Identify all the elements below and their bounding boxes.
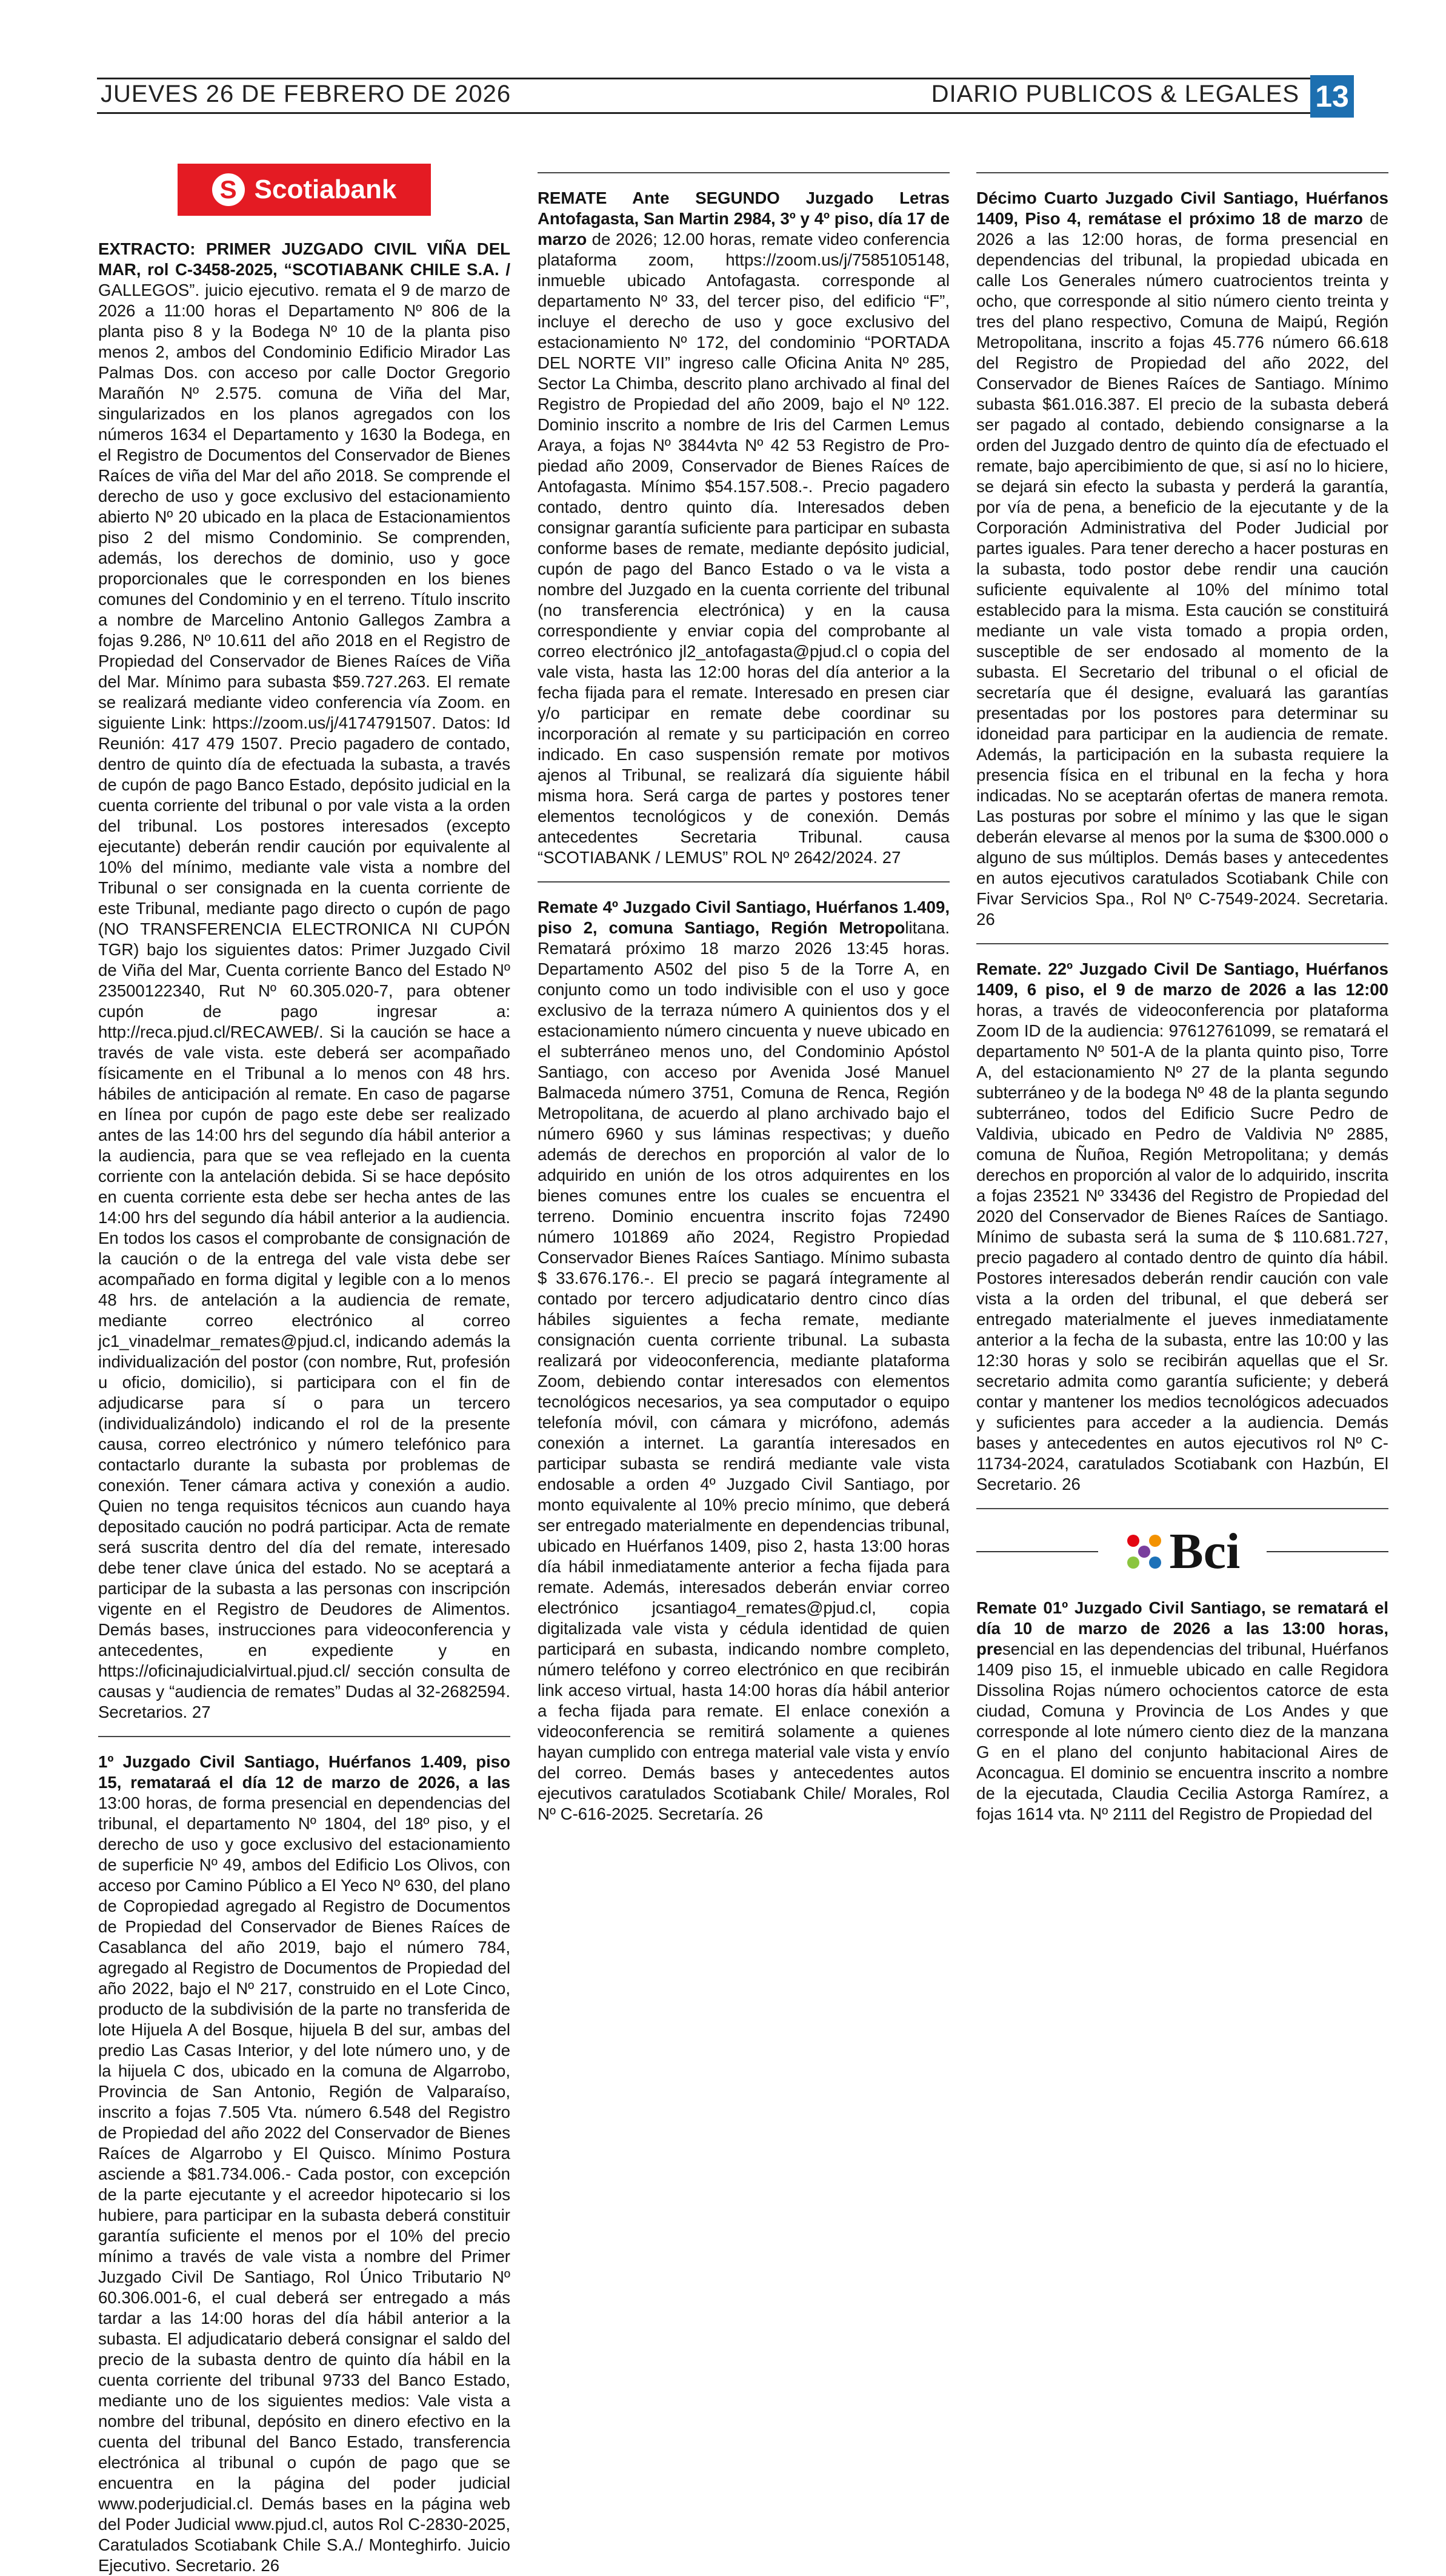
notice-divider	[98, 1736, 510, 1737]
notice-body: litana. Rematará próximo 18 marzo 2026 13:45 horas. Departamento A502 del piso 5 de la Torre A, en conjunto como un todo indivisible con el uso y goce exclusivo de la terraza número A quinientos dos y el estacionamiento número cincuenta y nueve ubicado en el subterráneo menos uno, del Condominio Apóstol Santiago, con acceso por Avenida José Manuel Balmaceda número 3751, Comuna de Renca, Región Metropolitana, de acuerdo al plano archivado bajo el número 6960 y sus láminas respectivas; y dueño además de derechos en proporción al valor de lo adquirido en unión de los otros adquirentes en los bienes comunes entre los cuales se encuentra el terreno. Dominio encuentra inscrito fojas 72490 número 101869 año 2024, Registro Propiedad Conservador Bienes Raíces Santiago. Mínimo subasta $ 33.676.176.-. El precio se pagará íntegramente al contado por tercero adjudicatario dentro cinco días hábiles siguientes a fecha remate, mediante consignación cuenta corriente tribunal. La subasta realizará por videoconferencia, mediante plataforma Zoom, debiendo contar interesados con elementos tecnológicos necesarios, ya sea computador o equipo telefonía móvil, con cámara y micrófono, además conexión a internet. La garantía interesados en participar subasta se rendirá mediante vale vista endosable a orden 4º Juzgado Civil Santiago, por monto equivalente al 10% precio mínimo, que deberá ser entregado materialmente en dependencias tribunal, ubicado en Huérfanos 1409, piso 2, hasta 13:00 horas día hábil inmediatamente anterior a fecha fijada para remate. Además, interesados deberán enviar correo electrónico jcsantiago4_remates@pjud.cl, copia digitalizada vale vista y cédula identidad de quien participará en subasta, indicando nombre completo, número teléfono y correo electrónico en que recibirán link acceso virtual, hasta 14:00 horas día hábil anterior a fecha fijada para remate. El enlace conexión a videoconferencia se remitirá solamente a quienes hayan cumplido con entrega material vale vista y envío del correo. Demás bases y antecedentes autos ejecutivos caratulados Scotiabank Chile/ Morales, Rol Nº C-616-2025. Secretaría. 26	[538, 918, 950, 1823]
logo-rule-right	[1267, 1551, 1388, 1552]
notice-heading: EXTRACTO: PRIMER JUZGADO CIVIL VIÑA DEL MAR, rol C-3458-2025, “SCOTIABANK CHILE S.A. /	[98, 239, 510, 279]
scotiabank-s-icon: S	[212, 173, 245, 206]
logo-rule-left	[976, 1551, 1098, 1552]
notice-divider	[538, 881, 950, 883]
scotiabank-logo	[178, 164, 431, 216]
notice-antofagasta	[538, 188, 950, 868]
column-3	[976, 159, 1388, 2111]
notice-heading: 1º Juzgado Civil Santiago, Huérfanos 1.409, piso 15, remataraá el día 12 de marzo de 2026, a las	[98, 1752, 510, 1792]
notice-4-juzgado-santiago	[538, 897, 950, 1824]
notice-body: de 2026 a las 12:00 horas, de forma presencial en dependencias del tribunal, la propiedad ubicada en calle Los Generales número cuatrocientos treinta y ocho, que corresponde al sitio número ciento treinta y tres del plano respectivo, Comuna de Maipú, Región Metropolitana, inscrito a fojas 45.776 número 66.618 del Registro de Propiedad del año 2022, del Conservador de Bienes Raíces de Santiago. Mínimo subasta $61.016.387. El precio de la subasta deberá ser pagado al contado, debiendo consignarse a la orden del Juzgado dentro de quinto día de efectuado el remate, bajo apercibimiento de que, si así no lo hiciere, se dejará sin efecto la subasta y perderá la garantía, por vía de pena, a beneficio de la ejecutante y de la Corporación Administrativa del Poder Judicial por partes iguales. Para tener derecho a hacer posturas en la subasta, todo postor debe rendir una caución suficiente equivalente al 10% del mínimo total establecido para la misma. Esta caución se constituirá mediante un vale vista tomado a propia orden, susceptible de ser endosado al momento de la subasta. El Secretario del tribunal o el oficial de secretaría que él designe, evaluará las garantías presentadas por los postores para determinar su idoneidad para participar en la audiencia de remate. Además, la participación en la subasta requiere la presencia física en el tribunal en la fecha y hora indicadas. No se aceptarán ofertas de manera remota. Las posturas por sobre el mínimo y las que le sigan deberán elevarse al menos por la suma de $300.000 o alguno de sus múltiplos. Demás bases y antecedentes en autos ejecutivos caratulados Scotiabank Chile con Fivar Servicios Spa., Rol Nº C-7549-2024. Secretaria. 26	[976, 209, 1388, 929]
bci-mark	[1098, 1523, 1267, 1580]
bci-logo-text: Bci	[1169, 1523, 1241, 1580]
header-publication: DIARIO PUBLICOS & LEGALES	[931, 81, 1299, 107]
notice-22-juzgado-santiago	[976, 959, 1388, 1495]
bci-logo	[976, 1523, 1388, 1580]
notice-vina-del-mar	[98, 239, 510, 1723]
notice-heading: Remate 4º Juzgado Civil Santiago, Huérfanos 1.409, piso 2, comuna Santiago, Región Metropo	[538, 898, 950, 937]
notice-heading: REMATE Ante SEGUNDO Juzgado Letras Antofagasta, San Martin 2984, 3º y 4º piso, día 17 de marzo	[538, 189, 950, 249]
notice-body: GALLEGOS”. juicio ejecutivo. remata el 9 de marzo de 2026 a 11:00 horas el Departamento Nº 806 de la planta piso 8 y la Bodega Nº 10 de la planta piso menos 2, ambos del Condominio Edificio Mirador Las Palmas Dos. con acceso por calle Doctor Gregorio Marañón Nº 2.575. comuna de Viña del Mar, singularizados en los planos agregados con los números 1634 el Departamento y 1630 la Bodega, en el Registro de Documentos del Conservador de Bienes Raíces de viña del Mar del año 2018. Se comprende el derecho de uso y goce exclusivo del estacionamiento abierto Nº 20 ubicado en la placa de Estacionamientos piso 2 del mismo Condominio. Se comprenden, además, los derechos de dominio, uso y goce proporcionales que le corresponden en los bienes comunes del Condominio y en el terreno. Título inscrito a nombre de Marcelino Antonio Gallegos Zambra a fojas 9.286, Nº 10.611 del año 2018 en el Registro de Propiedad del Conservador de Bienes Raíces de Viña del Mar. Mínimo para subasta $59.727.263. El remate se realizará mediante video conferencia vía Zoom. en siguiente Link: https://zoom.us/j/4174791507. Datos: Id Reunión: 417 479 1507. Precio pagadero de contado, dentro de quinto día de efectuada la subasta, a través de cupón de pago Banco Estado, depósito judicial en la cuenta corriente del tribunal o por vale vista a la orden del tribunal. Los postores interesados (excepto ejecutante) deberán rendir caución por equivalente al 10% del mínimo, mediante vale vista a nombre del Tribunal o ser consignada en la cuenta corriente de este Tribunal, mediante pago directo o cupón de pago (NO TRANSFERENCIA ELECTRONICA NI CUPÓN TGR) bajo los siguientes datos: Primer Juzgado Civil de Viña del Mar, Cuenta corriente Banco del Estado Nº 23500122340, Rut Nº 60.305.020-7, para obtener cupón de pago ingresar a: http://reca.pjud.cl/RECAWEB/. Si la caución se hace a través de vale vista. este deberá ser acompañado físicamente en el Tribunal a lo menos con 48 hrs. hábiles de anticipación al remate. En caso de pagarse en línea por cupón de pago este debe ser realizado antes de las 14:00 hrs del segundo día hábil anterior a la audiencia, para que se vea reflejado en la cuenta corriente con la antelación debida. Si se hace depósito en cuenta corriente esta debe ser hecha antes de las 14:00 hrs del segundo día hábil anterior a la audiencia. En todos los casos el comprobante de consignación de la caución o de la entrega del vale vista debe ser acompañado en forma digital y legible con a lo menos 48 hrs. de antelación a la audiencia de remate, mediante correo electrónico al correo jc1_vinadelmar_remates@pjud.cl, indicando además la individualización del postor (con nombre, Rut, profesión u oficio, domicilio), si participara con el fin de adjudicarse para sí o para un tercero (individualizándolo) indicando el rol de la presente causa, correo electrónico y número telefónico para contactarlo durante la subasta por problemas de conexión. Tener cámara activa y conexión a audio. Quien no tenga requisitos técnicos aun cuando haya depositado caución no podrá participar. Acta de remate será suscrita dentro del día del remate, interesado debe tener clave única del estado. No se aceptará a participar de la subasta a las personas con inscripción vigente en el Registro de Deudores de Alimentos. Demás bases, instrucciones para videoconferencia y antecedentes, en expediente y en https://oficinajudicialvirtual.pjud.cl/ sección consulta de causas y “audiencia de remates” Dudas al 32-2682594. Secretarios. 27	[98, 281, 510, 1721]
header-date: JUEVES 26 DE FEBRERO DE 2026	[101, 81, 511, 107]
notice-divider	[538, 172, 950, 173]
page-header	[97, 78, 1349, 114]
column-1	[98, 152, 510, 2575]
notice-1-juzgado-santiago	[98, 1752, 510, 2576]
notice-body: sencial en las dependencias del tribunal, Huérfanos 1409 piso 15, el inmueble ubicado en calle Regidora Dissolina Rojas número ochocientos catorce de esta ciudad, Comuna y Provincia de Los Andes y que corresponde al lote número ciento diez de la manzana G en el plano del conjunto habitacional Aires de Aconcagua. El dominio se encuentra inscrito a nombre de la ejecutada, Claudia Cecilia Astorga Ramírez, a fojas 1614 vta. Nº 2111 del Registro de Propiedad del	[976, 1640, 1388, 1823]
bci-star-icon	[1125, 1532, 1164, 1571]
notice-heading: Remate. 22º Juzgado Civil De Santiago, Huérfanos 1409, 6 piso, el 9 de marzo de 2026 a las 12:00	[976, 959, 1388, 999]
notice-divider	[976, 1508, 1388, 1509]
notice-heading: Remate 01º Juzgado Civil Santiago, se rematará el día 10 de marzo de 2026 a las 13:00 horas, pre	[976, 1598, 1388, 1658]
scotiabank-logo-text: Scotiabank	[254, 175, 397, 204]
notice-body: 13:00 horas, de forma presencial en dependencias del tribunal, el departamento Nº 1804, del 18º piso, y el derecho de uso y goce exclusivo del estacionamiento de superficie Nº 49, ambos del Edificio Los Olivos, con acceso por Camino Público a El Yeco Nº 630, del plano de Copropiedad agregado al Registro de Documentos de Propiedad del Conservador de Bienes Raíces de Casablanca del año 2019, bajo el número 784, agregado al Registro de Documentos de Propiedad del año 2022, bajo el Nº 217, construido en el Lote Cinco, producto de la subdivisión de la parte no transferida de lote Hijuela A del Bosque, hijuela B del sur, ambas del predio Las Casas Interior, y del lote número uno, y de la hijuela C dos, ubicado en la comuna de Algarrobo, Provincia de San Antonio, Región de Valparaíso, inscrito a fojas 7.505 Vta. número 6.548 del Registro de Propiedad del año 2022 del Conservador de Bienes Raíces de Algarrobo y El Quisco. Mínimo Postura asciende a $81.734.006.- Cada postor, con excepción de la parte ejecutante y el acreedor hipotecario si los hubiere, para participar en la subasta deberá constituir garantía suficiente el menos por el 10% del precio mínimo a través de vale vista a nombre del Primer Juzgado Civil De Santiago, Rol Único Tributario Nº 60.306.001-6, el cual deberá ser entregado a más tardar a las 14:00 horas del día hábil anterior a la subasta. El adjudicatario deberá consignar el saldo del precio de la subasta dentro de quinto día hábil en la cuenta corriente del tribunal 9733 del Banco Estado, mediante uno de los siguientes medios: Vale vista a nombre del tribunal, depósito en dinero efectivo en la cuenta del tribunal del Banco Estado, transferencia electrónica al tribunal o cupón de pago que se encuentra en la página del poder judicial www.poderjudicial.cl. Demás bases en la página web del Poder Judicial www.pjud.cl, autos Rol C-2830-2025, Caratulados Scotiabank Chile S.A./ Monteghirfo. Juicio Ejecutivo. Secretario. 26	[98, 1794, 510, 2575]
notice-heading: Décimo Cuarto Juzgado Civil Santiago, Huérfanos 1409, Piso 4, remátase el próximo 18 de marzo	[976, 189, 1388, 228]
notice-body: horas, a través de videoconferencia por plataforma Zoom ID de la audiencia: 97612761099, se rematará el departamento Nº 501-A de la planta quinto piso, Torre A, del estacionamiento Nº 27 de la planta segundo subterráneo y de la bodega Nº 48 de la planta segundo subterráneo, todos del Edificio Sucre Pedro de Valdivia, ubicado en Pedro de Valdivia Nº 2885, comuna de Ñuñoa, Región Metropolitana; y demás derechos en proporción al valor de lo adquirido, inscrita a fojas 23521 Nº 33436 del Registro de Propiedad del 2020 del Conservador de Bienes Raíces de Santiago. Mínimo de subasta será la suma de $ 110.681.727, precio pagadero al contado dentro de quinto día hábil. Postores interesados deberán rendir caución con vale vista a la orden del tribunal, el que deberá ser entregado materialmente el jueves inmediatamente anterior a la fecha de la subasta, entre las 10:00 y las 12:30 horas y solo se recibirán aquellas que el Sr. secretario admita como garantía suficiente; y deberá contar y mantener los medios tecnológicos adecuados y suficientes para acceder a la audiencia. Demás bases y antecedentes en autos ejecutivos rol Nº C-11734-2024, caratulados Scotiabank con Hazbún, El Secretario. 26	[976, 1001, 1388, 1493]
notice-divider	[976, 172, 1388, 173]
notice-01-juzgado-santiago	[976, 1598, 1388, 1824]
column-2	[538, 159, 950, 2111]
notice-14-juzgado-santiago	[976, 188, 1388, 930]
page-number-badge: 13	[1310, 75, 1354, 118]
notice-body: de 2026; 12.00 horas, remate video conferencia plataforma zoom, https://zoom.us/j/7585105148, inmueble ubicado Antofagasta. corresponde al departamento Nº 33, del tercer piso, del edificio “F”, incluye el derecho de uso y goce exclusivo del estacionamiento Nº 172, del condominio “PORTADA DEL NORTE VII” ingreso calle Oficina Anita Nº 285, Sector La Chimba, descrito plano archivado al final del Registro de Propiedad del año 2009, bajo el Nº 122. Dominio inscrito a nombre de Iris del Carmen Lemus Araya, a fojas Nº 3844vta Nº 42 53 Registro de Pro-piedad año 2009, Conservador de Bienes Raíces de Antofagasta. Mínimo $54.157.508.-. Precio pagadero contado, dentro quinto día. Interesados deben consignar garantía suficiente para participar en subasta conforme bases de remate, mediante depósito judicial, cupón de pago del Banco Estado o va le vista a nombre del Juzgado en la cuenta corriente del tribunal (no transferencia electrónica) y en la causa correspondiente y enviar copia del comprobante al correo electrónico jl2_antofagasta@pjud.cl o copia del vale vista, hasta las 12:00 horas del día anterior a la fecha fijada para el remate. Interesado en presen ciar y/o participar en remate debe coordinar su incorporación al remate y su participación en correo indicado. En caso suspensión remate por motivos ajenos al Tribunal, se realizará día siguiente hábil misma hora. Será carga de partes y postores tener elementos tecnológicos y de conexión. Demás antecedentes Secretaria Tribunal. causa “SCOTIABANK / LEMUS” ROL Nº 2642/2024. 27	[538, 230, 950, 867]
notice-divider	[976, 943, 1388, 944]
